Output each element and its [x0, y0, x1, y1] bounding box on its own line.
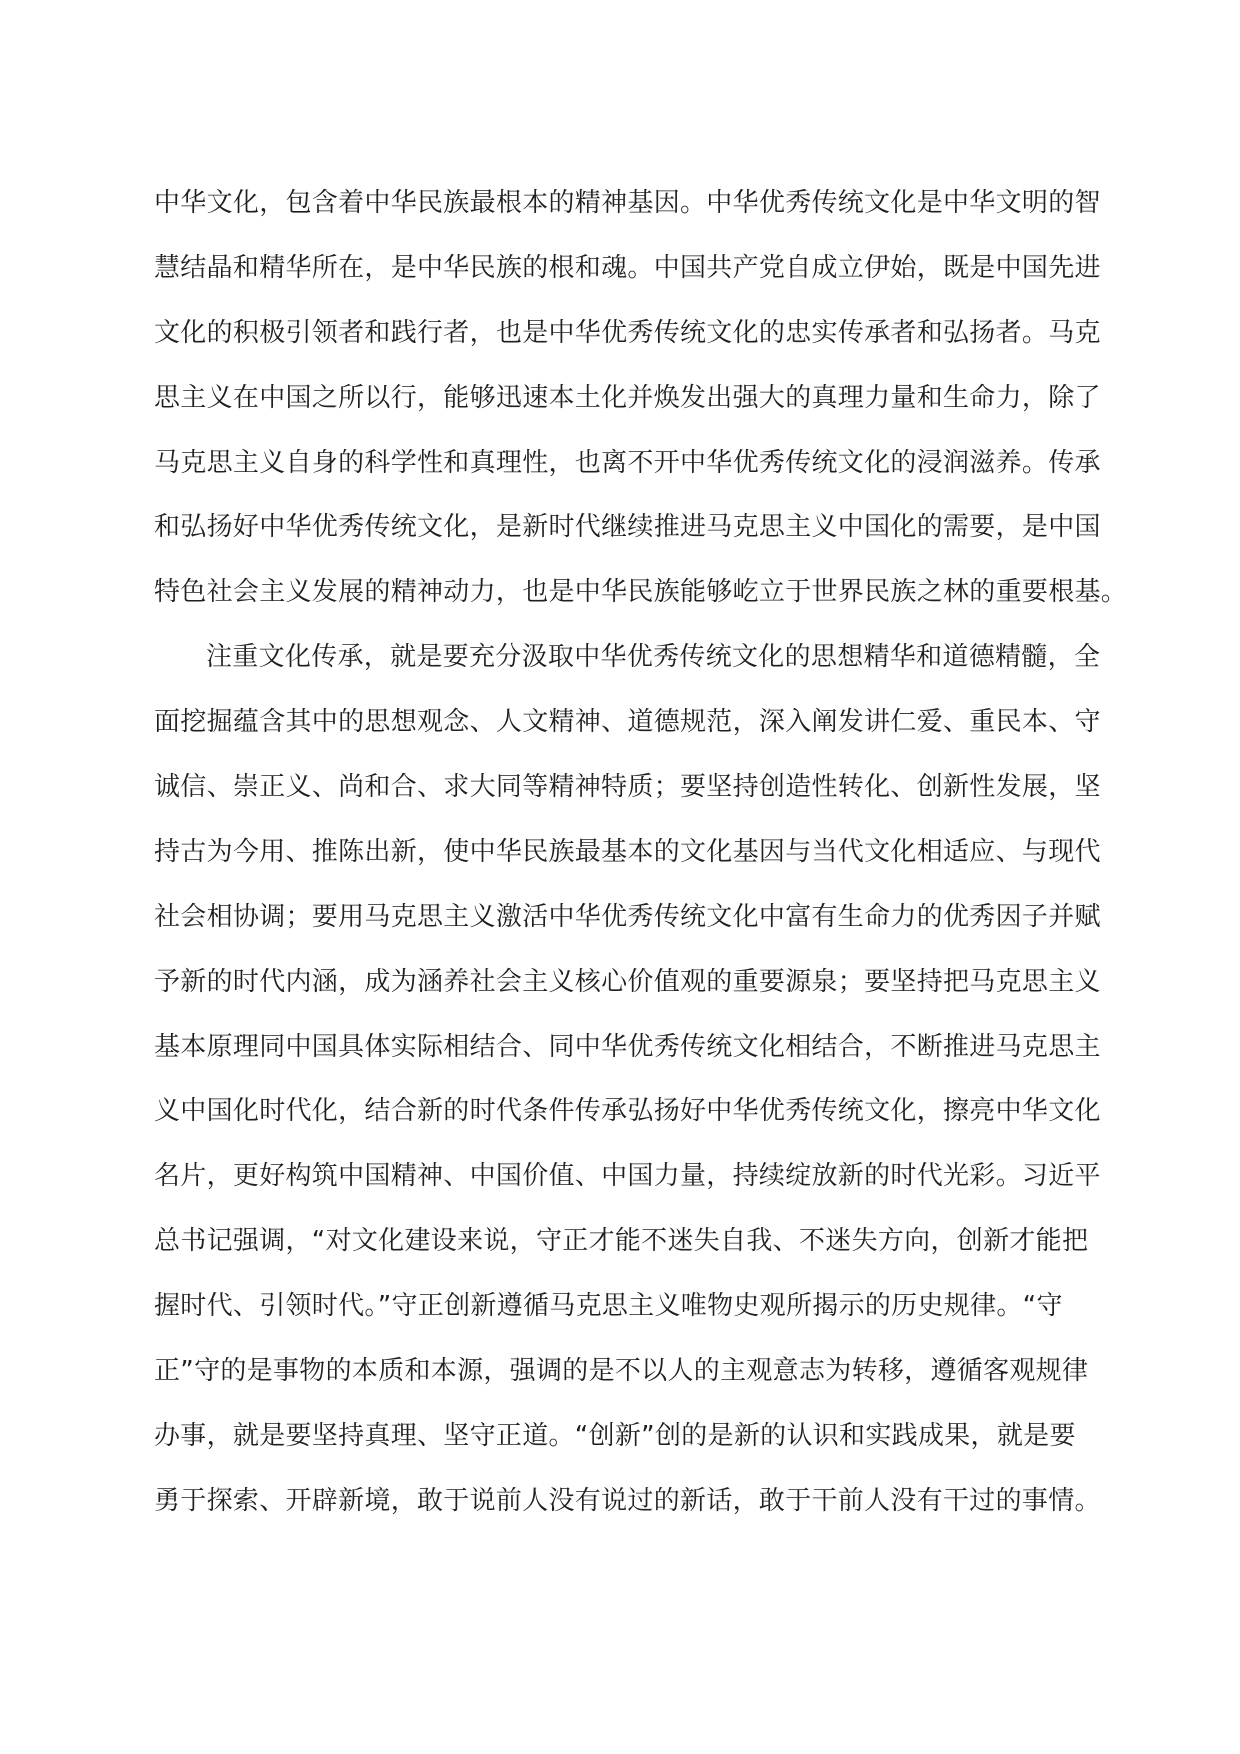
- text-line: 诚信、崇正义、尚和合、求大同等精神特质；要坚持创造性转化、创新性发展，坚: [154, 772, 1101, 803]
- text-line: 握时代、引领时代。”守正创新遵循马克思主义唯物史观所揭示的历史规律。“守: [154, 1291, 1063, 1322]
- text-line: 义中国化时代化，结合新的时代条件传承弘扬好中华优秀传统文化，擦亮中华文化: [154, 1096, 1101, 1127]
- paragraph: [154, 188, 1128, 644]
- text-line: 持古为今用、推陈出新，使中华民族最基本的文化基因与当代文化相适应、与现代: [154, 836, 1101, 867]
- text-line: 办事，就是要坚持真理、坚守正道。“创新”创的是新的认识和实践成果，就是要: [154, 1420, 1076, 1451]
- body-text: [154, 188, 1128, 1553]
- text-line: 中华文化，包含着中华民族最根本的精神基因。中华优秀传统文化是中华文明的智: [154, 188, 1101, 218]
- text-line: 马克思主义自身的科学性和真理性，也离不开中华优秀传统文化的浸润滋养。传承: [154, 447, 1101, 478]
- text-line: 特色社会主义发展的精神动力，也是中华民族能够屹立于世界民族之林的重要根基。: [154, 577, 1128, 608]
- text-line: 慧结晶和精华所在，是中华民族的根和魂。中国共产党自成立伊始，既是中国先进: [154, 252, 1101, 283]
- text-line: 社会相协调；要用马克思主义激活中华优秀传统文化中富有生命力的优秀因子并赋: [154, 901, 1101, 932]
- text-line: 和弘扬好中华优秀传统文化，是新时代继续推进马克思主义中国化的需要，是中国: [154, 512, 1101, 543]
- text-line: 注重文化传承，就是要充分汲取中华优秀传统文化的思想精华和道德精髓，全: [206, 642, 1101, 673]
- text-line: 予新的时代内涵，成为涵养社会主义核心价值观的重要源泉；要坚持把马克思主义: [154, 966, 1101, 997]
- text-line: 文化的积极引领者和践行者，也是中华优秀传统文化的忠实传承者和弘扬者。马克: [154, 317, 1101, 348]
- text-line: 勇于探索、开辟新境，敢于说前人没有说过的新话，敢于干前人没有干过的事情。: [154, 1485, 1101, 1516]
- paragraph: [154, 642, 1101, 1552]
- text-line: 基本原理同中国具体实际相结合、同中华优秀传统文化相结合，不断推进马克思主: [154, 1031, 1101, 1062]
- text-line: 正”守的是事物的本质和本源，强调的是不以人的主观意志为转移，遵循客观规律: [154, 1356, 1089, 1387]
- text-line: 总书记强调，“对文化建设来说，守正才能不迷失自我、不迷失方向，创新才能把: [154, 1226, 1089, 1257]
- text-line: 思主义在中国之所以行，能够迅速本土化并焕发出强大的真理力量和生命力，除了: [154, 382, 1101, 413]
- text-line: 面挖掘蕴含其中的思想观念、人文精神、道德规范，深入阐发讲仁爱、重民本、守: [154, 707, 1101, 738]
- text-line: 名片，更好构筑中国精神、中国价值、中国力量，持续绽放新的时代光彩。习近平: [154, 1161, 1101, 1192]
